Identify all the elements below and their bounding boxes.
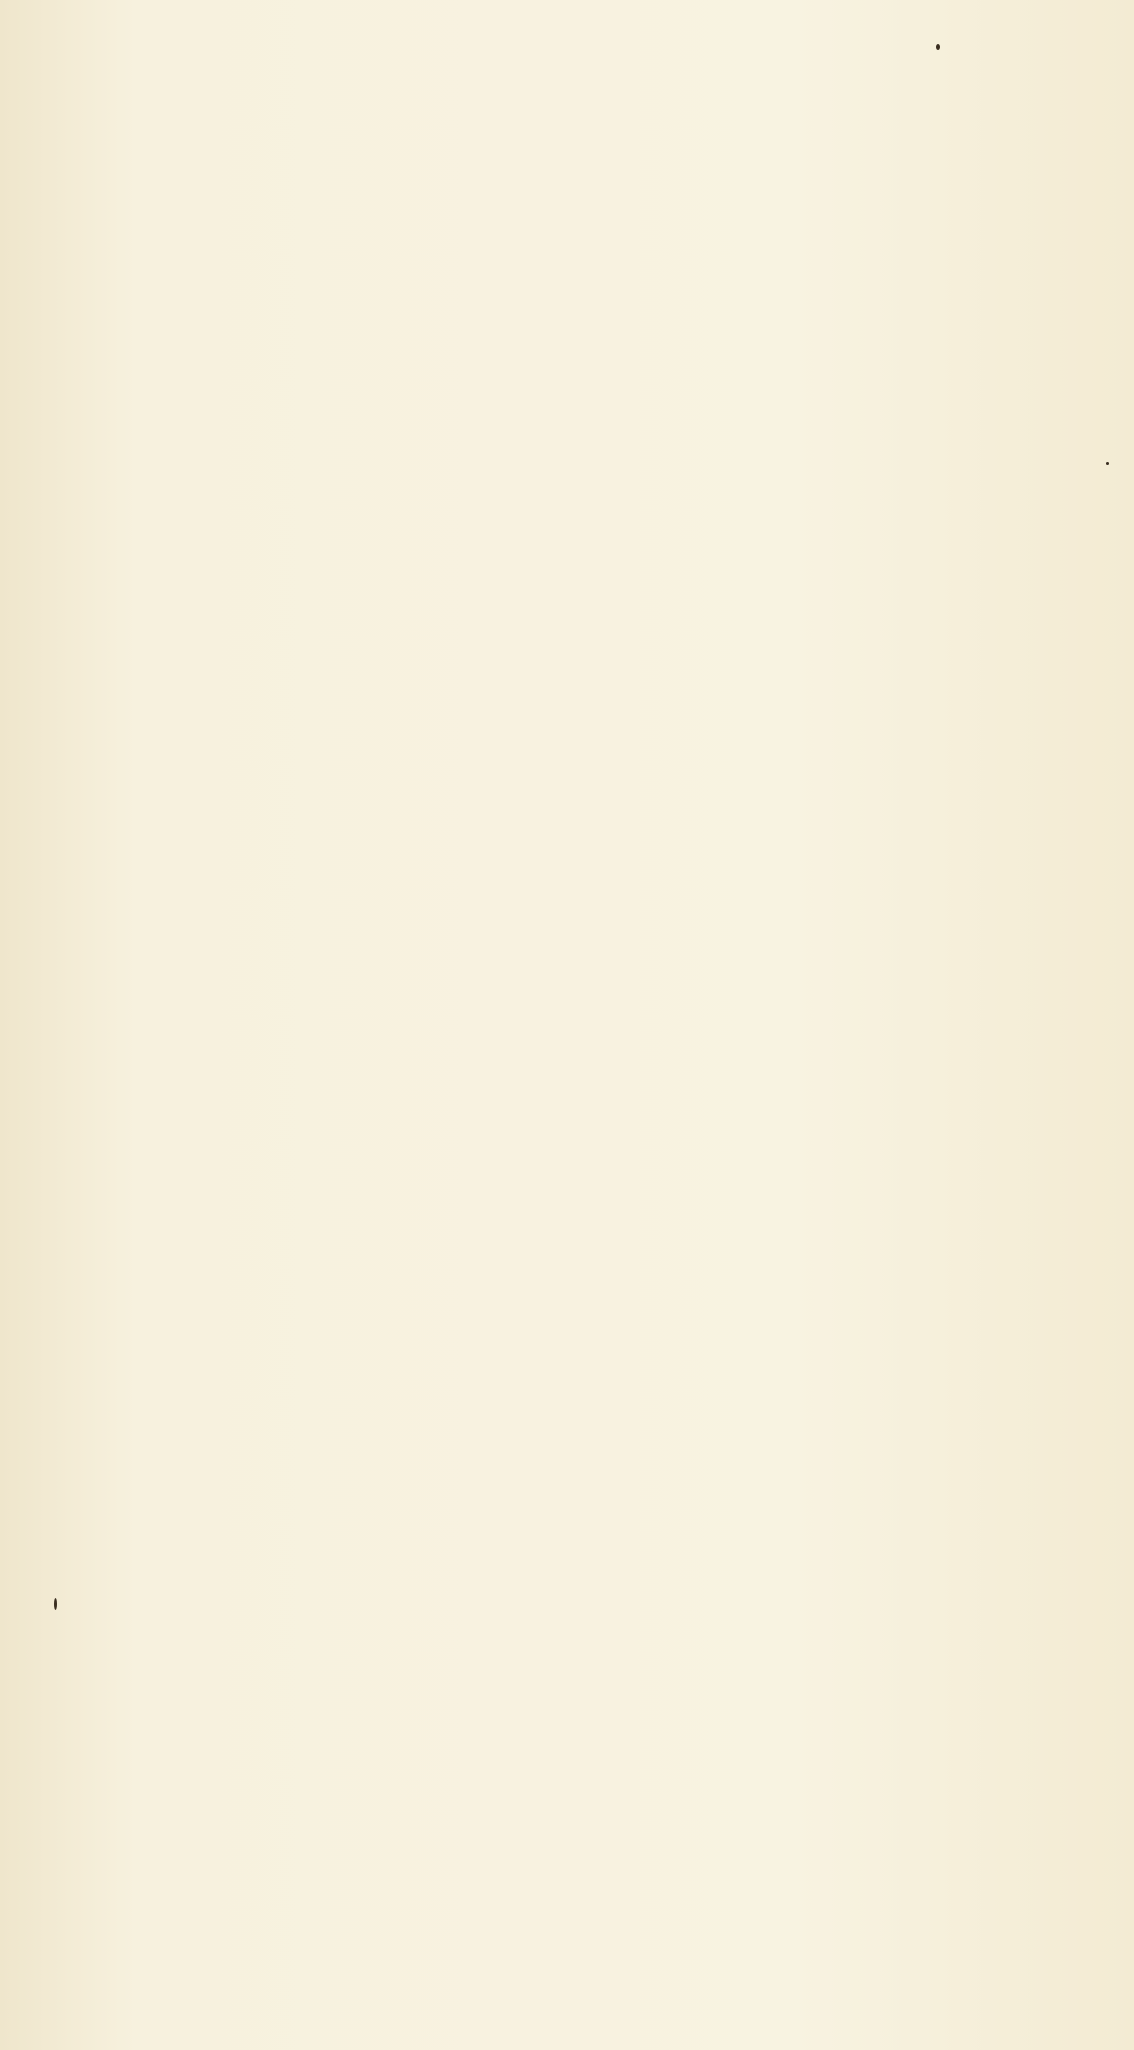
- paper-speck: [936, 44, 940, 50]
- paper-speck: [1106, 462, 1109, 465]
- paper-speck: [54, 1598, 57, 1610]
